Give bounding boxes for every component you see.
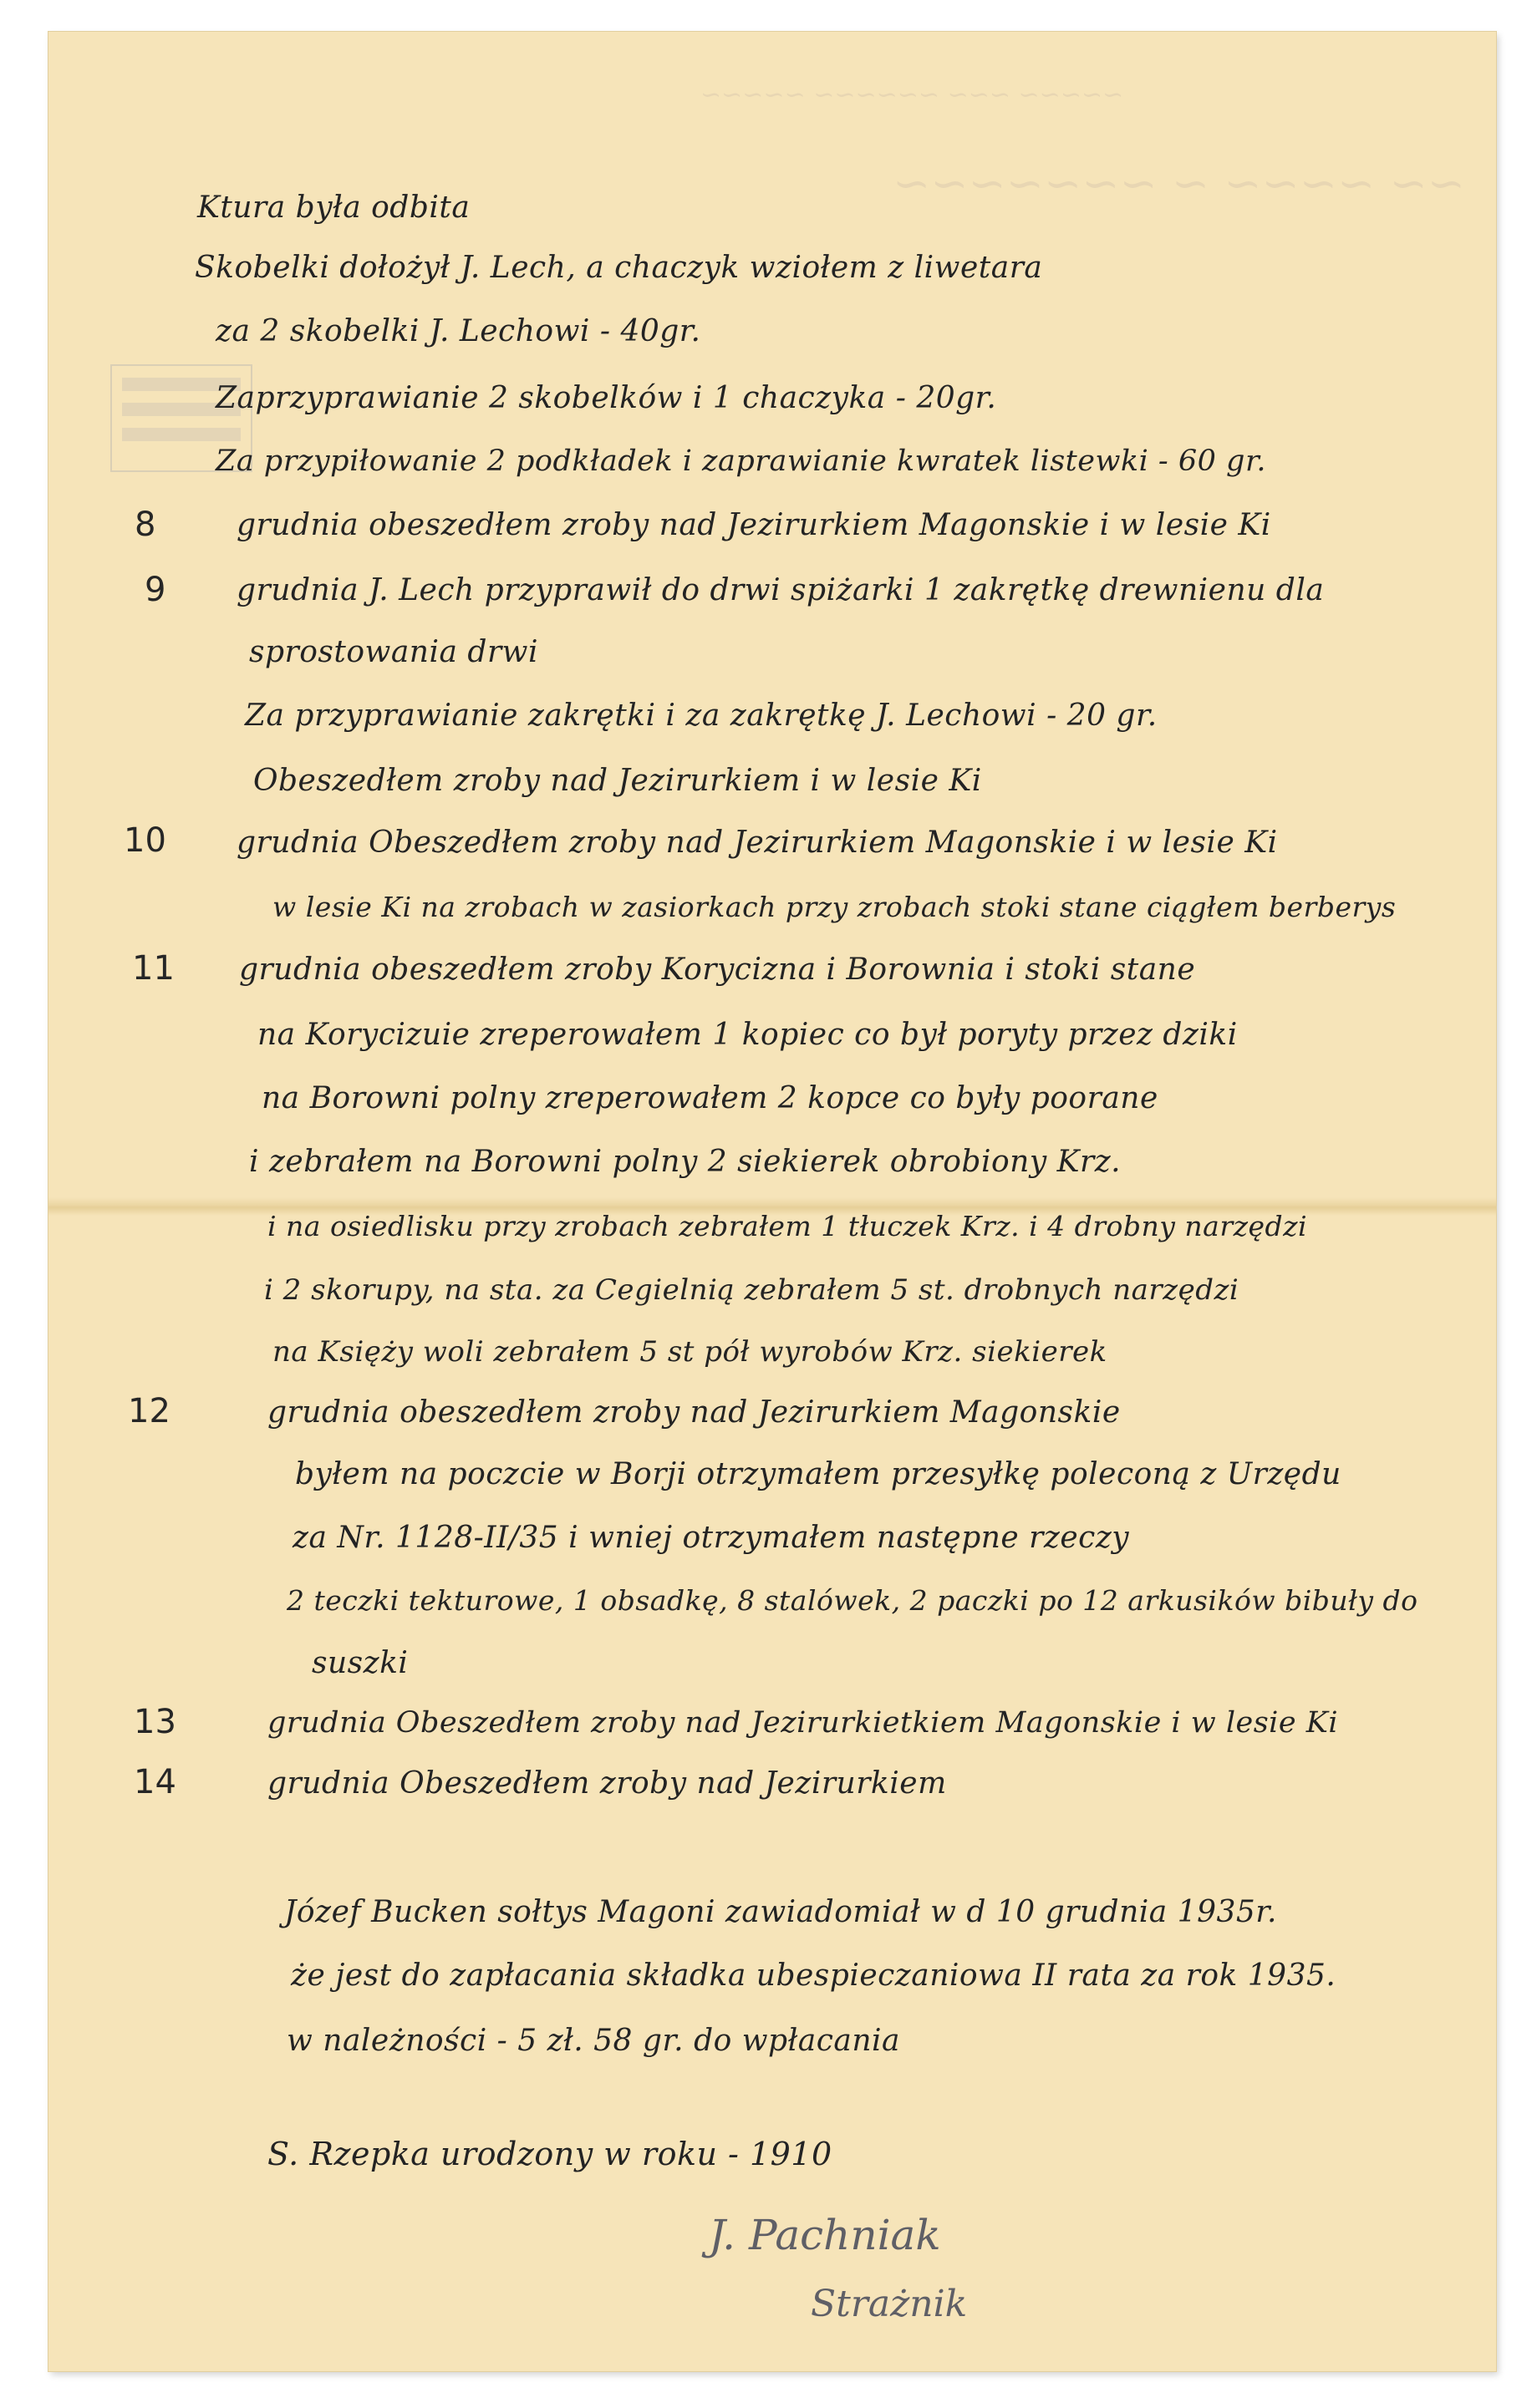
- line-26: grudnia Obeszedłem zroby nad Jezirurkiem: [267, 1766, 947, 1801]
- line-30: S. Rzepka urodzony w roku - 1910: [267, 2136, 832, 2172]
- line-14: na Korycizuie zreperowałem 1 kopiec co był poryty przez dziki: [257, 1018, 1238, 1052]
- line-21: byłem na poczcie w Borji otrzymałem przesyłkę poleconą z Urzędu: [295, 1457, 1341, 1491]
- line-15: na Borowni polny zreperowałem 2 kopce co były poorane: [262, 1081, 1158, 1115]
- line-22: za Nr. 1128-II/35 i wniej otrzymałem następne rzeczy: [293, 1521, 1130, 1555]
- day-number-12: 12: [128, 1392, 170, 1430]
- line-28: że jest do zapłacania składka ubespieczaniowa II rata za rok 1935.: [291, 1958, 1336, 1993]
- day-number-13: 13: [134, 1703, 176, 1741]
- signature-name: J. Pachniak: [709, 2211, 941, 2259]
- day-number-14: 14: [134, 1763, 176, 1801]
- day-number-11: 11: [132, 949, 175, 988]
- line-9: Za przyprawianie zakrętki i za zakrętkę J. Lechowi - 20 gr.: [245, 699, 1158, 733]
- line-11: grudnia Obeszedłem zroby nad Jezirurkiem Magonskie i w lesie Ki: [237, 826, 1278, 860]
- signature-title: Strażnik: [811, 2283, 968, 2325]
- document-sheet: [48, 32, 1496, 2371]
- line-8: sprostowania drwi: [249, 635, 538, 669]
- line-10: Obeszedłem zroby nad Jezirurkiem i w lesie Ki: [253, 764, 982, 798]
- line-19: na Księży woli zebrałem 5 st pół wyrobów Krz. siekierek: [272, 1335, 1107, 1369]
- day-number-9: 9: [145, 571, 166, 609]
- line-25: grudnia Obeszedłem zroby nad Jezirurkietkiem Magonskie i w lesie Ki: [267, 1706, 1339, 1740]
- line-7: grudnia J. Lech przyprawił do drwi spiżarki 1 zakrętkę drewnienu dla: [237, 573, 1325, 607]
- line-23: 2 teczki tekturowe, 1 obsadkę, 8 stalówek, 2 paczki po 12 arkusików bibuły do: [287, 1584, 1418, 1617]
- line-16: i zebrałem na Borowni polny 2 siekierek obrobiony Krz.: [249, 1145, 1122, 1179]
- line-17: i na osiedlisku przy zrobach zebrałem 1 tłuczek Krz. i 4 drobny narzędzi: [267, 1210, 1308, 1242]
- line-1: Ktura była odbita: [197, 191, 471, 225]
- line-18: i 2 skorupy, na sta. za Cegielnią zebrałem 5 st. drobnych narzędzi: [264, 1273, 1239, 1307]
- line-6: grudnia obeszedłem zroby nad Jezirurkiem Magonskie i w lesie Ki: [237, 508, 1271, 542]
- line-2: Skobelki dołożył J. Lech, a chaczyk wziołem z liwetara: [195, 251, 1043, 285]
- line-4: Zaprzyprawianie 2 skobelków i 1 chaczyka - 20gr.: [216, 381, 997, 415]
- line-20: grudnia obeszedłem zroby nad Jezirurkiem Magonskie: [267, 1395, 1121, 1430]
- day-number-8: 8: [135, 505, 156, 544]
- bleed-through-header: ~~~~~ ~~~ ~~~~~~ ~~~~~: [700, 80, 1124, 109]
- line-13: grudnia obeszedłem zroby Korycizna i Borownia i stoki stane: [239, 953, 1196, 987]
- bleed-through-title: ~~ ~~~~ ~ ~~~~~~~: [893, 157, 1465, 210]
- day-number-10: 10: [124, 821, 166, 860]
- line-3: za 2 skobelki J. Lechowi - 40gr.: [216, 314, 701, 348]
- line-24: suszki: [312, 1646, 409, 1680]
- line-12: w lesie Ki na zrobach w zasiorkach przy zrobach stoki stane ciągłem berberys: [272, 891, 1397, 923]
- line-29: w należności - 5 zł. 58 gr. do wpłacania: [287, 2024, 901, 2058]
- line-27: Józef Bucken sołtys Magoni zawiadomiał w d 10 grudnia 1935r.: [284, 1895, 1277, 1929]
- line-5: Za przypiłowanie 2 podkładek i zaprawianie kwratek listewki - 60 gr.: [216, 445, 1266, 478]
